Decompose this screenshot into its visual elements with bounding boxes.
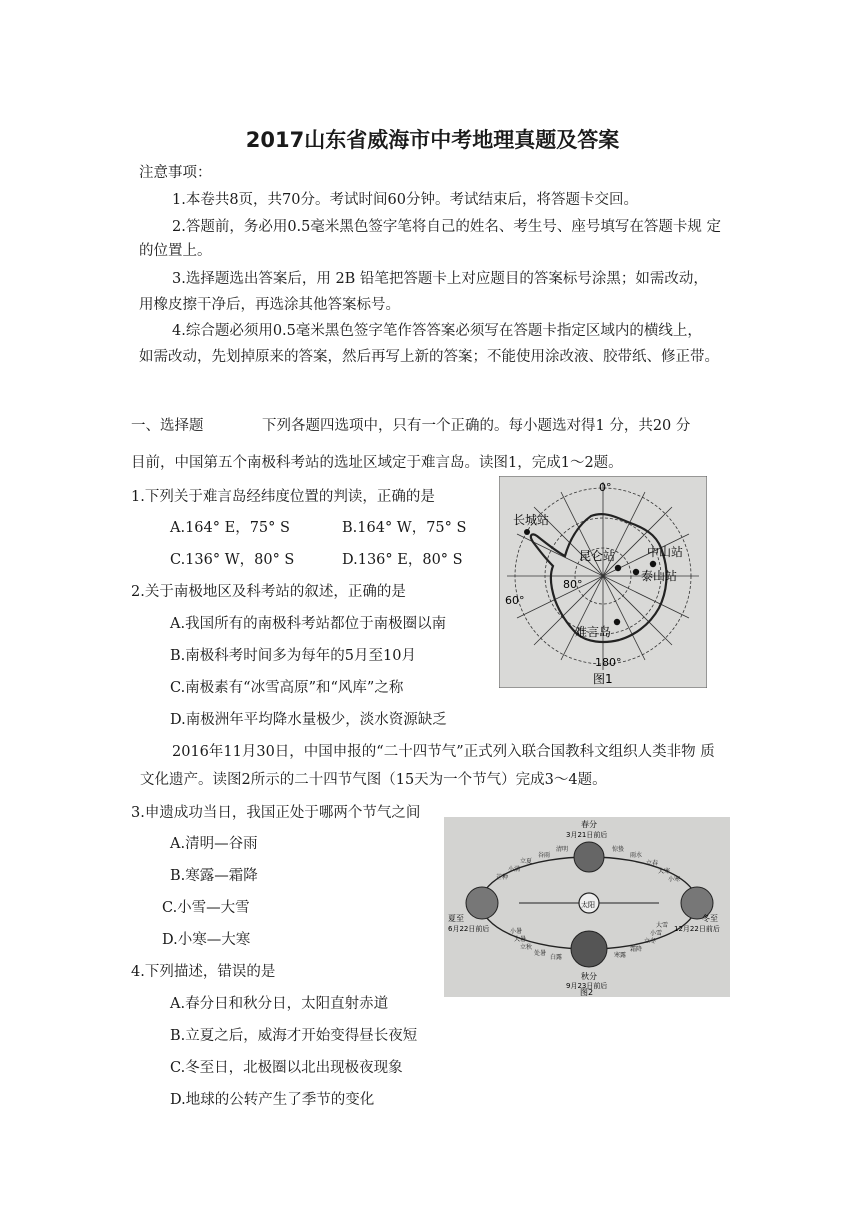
zhongshan-station-marker <box>650 561 656 567</box>
term-bailu: 白露 <box>550 954 563 961</box>
earth-autumn-icon <box>571 931 607 967</box>
nanyan-island-marker <box>614 619 620 625</box>
intro2-line-b: 文化遗产。读图2所示的二十四节气图（15天为一个节气）完成3～4题。 <box>140 772 607 788</box>
sun-label: 太阳 <box>581 901 595 909</box>
term-xiaoshu: 小暑 <box>510 928 523 935</box>
figure-2-caption: 图2 <box>580 988 594 997</box>
term-lixia: 立夏 <box>520 858 533 865</box>
q4-option-b: B.立夏之后，威海才开始变得昼长夜短 <box>170 1028 418 1044</box>
figure-2-solar-terms <box>444 817 730 997</box>
chunfen-label: 春分 <box>581 820 597 829</box>
term-dahan: 大寒 <box>658 868 671 875</box>
q2-stem: 2.关于南极地区及科考站的叙述，正确的是 <box>131 584 406 600</box>
term-lichun: 立春 <box>646 860 659 867</box>
q2-option-c: C.南极素有“冰雪高原”和“风库”之称 <box>170 680 404 696</box>
changcheng-station-marker <box>524 529 530 535</box>
q2-option-d: D.南极洲年平均降水量极少，淡水资源缺乏 <box>170 712 447 728</box>
xiazhi-date: 6月22日前后 <box>448 925 490 933</box>
term-dashu: 大暑 <box>514 936 527 943</box>
term-qingming: 清明 <box>556 846 569 853</box>
q4-option-a: A.春分日和秋分日，太阳直射赤道 <box>170 996 389 1012</box>
notice-line-2b: 的位置上。 <box>139 243 212 259</box>
term-chushu: 处暑 <box>534 950 547 957</box>
q3-option-c: C.小雪—大雪 <box>162 900 250 916</box>
chunfen-date: 3月21日前后 <box>566 831 608 839</box>
figure-1-caption: 图1 <box>593 672 613 686</box>
lon-0-label: 0° <box>599 481 612 494</box>
section-intro: 目前，中国第五个南极科考站的选址区域定于难言岛。读图1，完成1～2题。 <box>131 455 623 471</box>
notice-line-3b: 用橡皮擦干净后，再选涂其他答案标号。 <box>139 297 400 313</box>
dongzhi-label: 冬至 <box>702 914 718 923</box>
term-xiaoxue: 小雪 <box>650 930 663 937</box>
taishan-station-marker <box>633 569 639 575</box>
section-heading: 一、选择题 <box>131 418 204 434</box>
intro2-line-a: 2016年11月30日，中国申报的“二十四节气”正式列入联合国教科文组织人类非物 质 <box>172 744 715 760</box>
q1-option-a: A.164° E，75° S <box>170 520 290 536</box>
zhongshan-station-label: 中山站 <box>647 545 684 559</box>
figure-1-antarctic-map <box>499 476 707 688</box>
term-xiaohan: 小寒 <box>668 876 681 883</box>
q3-stem: 3.申遗成功当日，我国正处于哪两个节气之间 <box>131 805 421 821</box>
notice-line-3a: 3.选择题选出答案后，用 2B 铅笔把答题卡上对应题目的答案标号涂黑；如需改动， <box>172 271 708 287</box>
q1-option-d: D.136° E，80° S <box>342 552 463 568</box>
lon-180-label: 180° <box>595 656 622 669</box>
q2-option-a: A.我国所有的南极科考站都位于南极圈以南 <box>170 616 447 632</box>
q4-stem: 4.下列描述，错误的是 <box>131 964 276 980</box>
q1-stem: 1.下列关于难言岛经纬度位置的判读，正确的是 <box>131 489 435 505</box>
term-hanlu: 寒露 <box>614 952 627 959</box>
term-lidong: 立冬 <box>644 938 657 945</box>
q4-option-c: C.冬至日，北极圈以北出现极夜现象 <box>170 1060 403 1076</box>
term-daxue: 大雪 <box>656 922 669 929</box>
term-mangzhong: 芒种 <box>496 874 509 881</box>
section-instruction: 下列各题四选项中，只有一个正确的。每小题选对得1 分，共20 分 <box>262 418 691 434</box>
notice-line-2a: 2.答题前，务必用0.5毫米黑色签字笔将自己的姓名、考生号、座号填写在答题卡规 定 <box>172 219 722 235</box>
notice-line-1: 1.本卷共8页，共70分。考试时间60分钟。考试结束后，将答题卡交回。 <box>172 192 638 208</box>
nanyan-island-label: 难言岛 <box>575 625 612 639</box>
earth-summer-icon <box>466 887 498 919</box>
term-shuangjiang: 霜降 <box>630 946 643 953</box>
q3-option-a: A.清明—谷雨 <box>170 836 258 852</box>
notice-heading: 注意事项： <box>139 165 212 181</box>
qiufen-date: 9月23日前后 <box>566 982 608 990</box>
xiazhi-label: 夏至 <box>448 914 464 923</box>
earth-spring-icon <box>574 842 604 872</box>
q2-option-b: B.南极科考时间多为每年的5月至10月 <box>170 648 416 664</box>
term-xiaoman: 小满 <box>508 866 521 873</box>
lat-60-label: 60° <box>505 594 525 607</box>
q3-option-b: B.寒露—霜降 <box>170 868 258 884</box>
q1-option-c: C.136° W，80° S <box>170 552 295 568</box>
term-jingzhe: 惊蛰 <box>612 846 625 853</box>
dongzhi-date: 12月22日前后 <box>674 925 720 933</box>
notice-line-4b: 如需改动，先划掉原来的答案，然后再写上新的答案；不能使用涂改液、胶带纸、修正带。 <box>139 349 719 365</box>
lat-80-label: 80° <box>563 578 583 591</box>
term-guyu: 谷雨 <box>538 852 551 859</box>
qiufen-label: 秋分 <box>581 972 597 981</box>
taishan-station-label: 泰山站 <box>641 569 678 583</box>
kunlun-station-marker <box>615 565 621 571</box>
term-yushui: 雨水 <box>630 852 643 859</box>
kunlun-station-label: 昆仑站 <box>579 549 616 563</box>
q3-option-d: D.小寒—大寒 <box>162 932 251 948</box>
changcheng-station-label: 长城站 <box>513 513 550 527</box>
q4-option-d: D.地球的公转产生了季节的变化 <box>170 1092 375 1108</box>
notice-line-4a: 4.综合题必须用0.5毫米黑色签字笔作答答案必须写在答题卡指定区域内的横线上， <box>172 323 702 339</box>
term-liqiu: 立秋 <box>520 944 533 951</box>
q1-option-b: B.164° W，75° S <box>342 520 467 536</box>
page-title: 2017山东省威海市中考地理真题及答案 <box>245 128 620 152</box>
